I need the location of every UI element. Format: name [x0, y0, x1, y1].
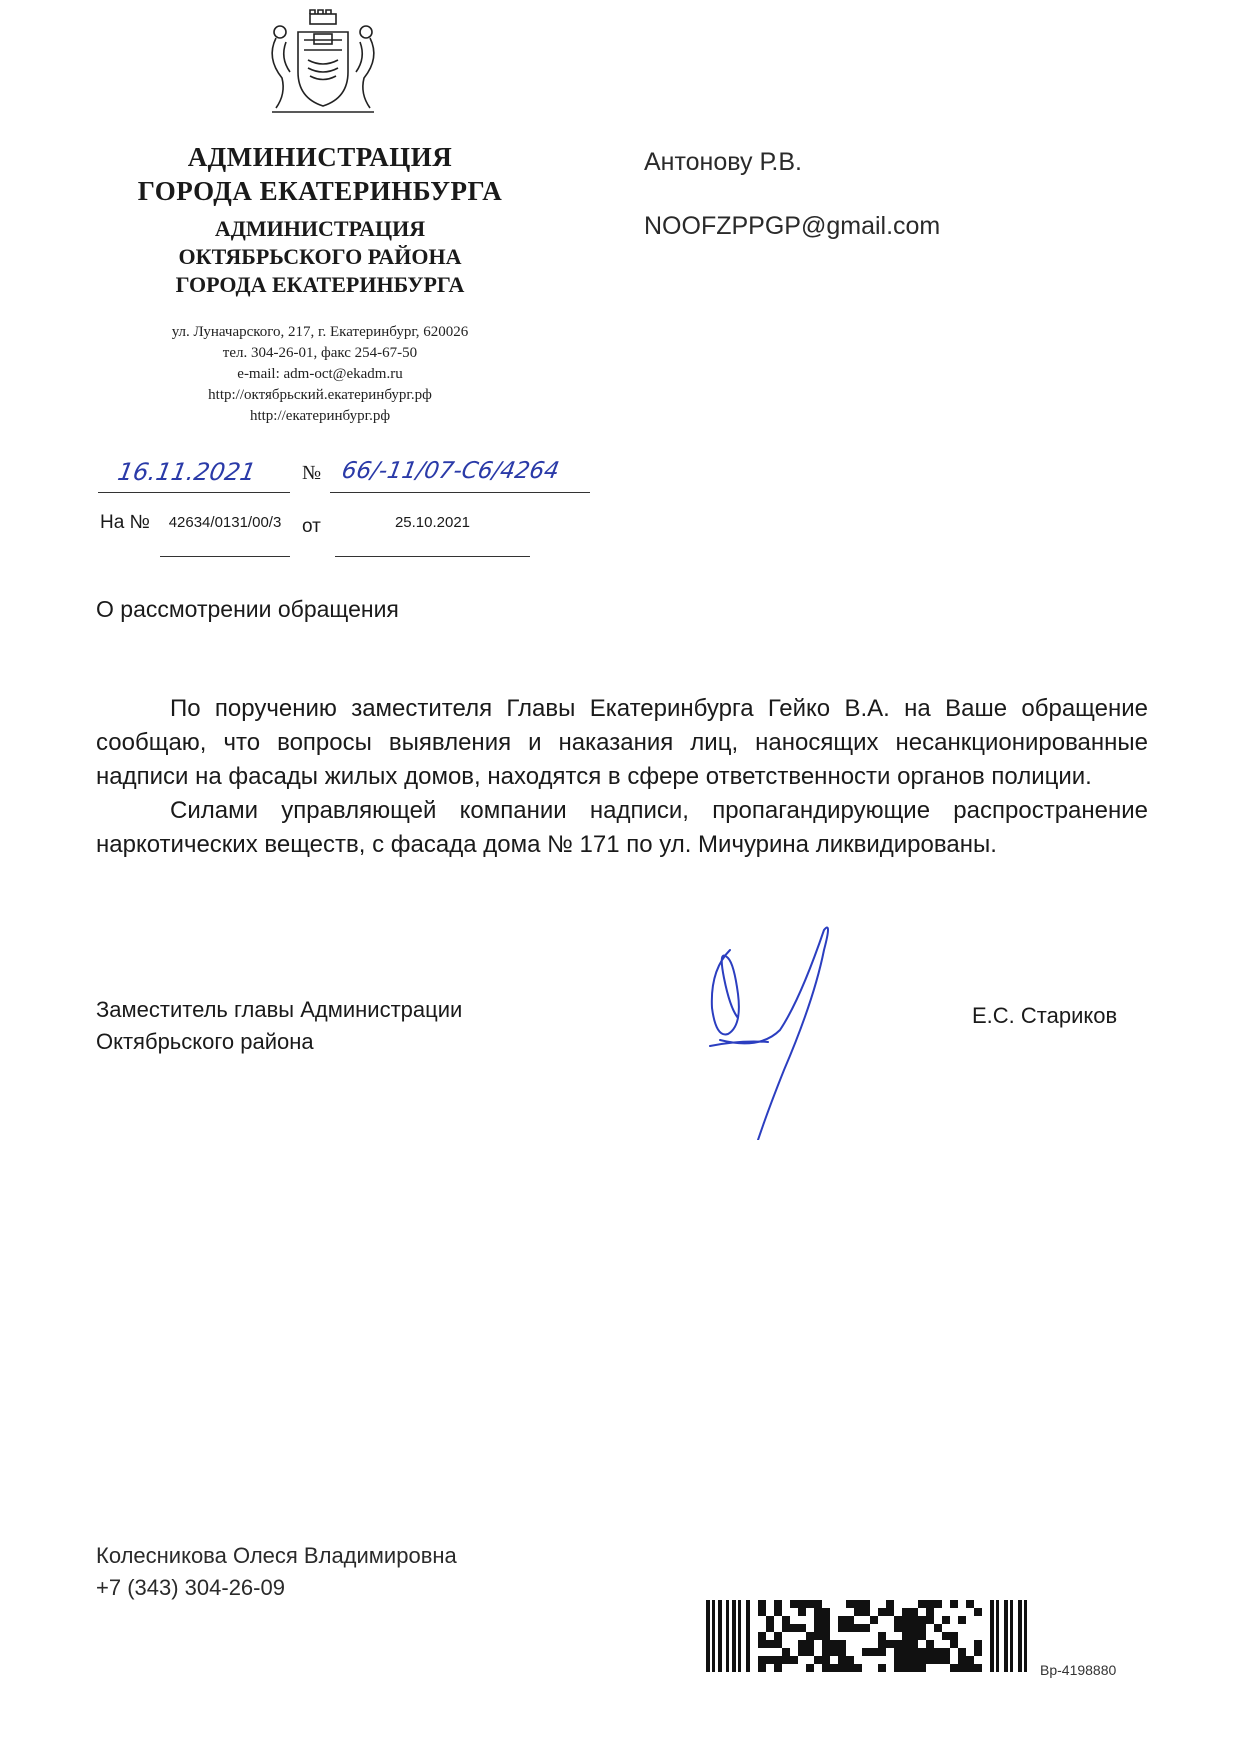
signer-name: Е.С. Стариков [972, 1003, 1118, 1028]
recipient-name: Антонову Р.В. [644, 148, 802, 176]
recipient-email: NOOFZPPGP@gmail.com [644, 212, 941, 240]
executor-phone: +7 (343) 304-26-09 [96, 1575, 285, 1600]
site-line-2: http://екатеринбург.рф [249, 408, 391, 424]
executor-block [96, 1540, 457, 1604]
reference-label: На № [100, 512, 150, 533]
reference-date-label: от [302, 516, 321, 537]
outgoing-date-field [98, 458, 290, 493]
dept-line-2: ОКТЯБРЬСКОГО РАЙОНА [178, 244, 462, 269]
organization-name [100, 140, 540, 208]
org-line-2: ГОРОДА ЕКАТЕРИНБУРГА [137, 176, 503, 206]
outgoing-number-field [330, 458, 590, 493]
body-paragraph-2: Силами управляющей компании надписи, пропагандирующие распространение наркотических веществ, с фасада дома № 171 по ул. Мичурина ликвидированы. [96, 797, 1148, 858]
reference-number: 42634/0131/00/3 [160, 512, 290, 557]
address-line: ул. Луначарского, 217, г. Екатеринбург, 620026 [171, 324, 469, 340]
coat-of-arms-icon [258, 8, 388, 118]
body-paragraph-1: По поручению заместителя Главы Екатеринбурга Гейко В.А. на Ваше обращение сообщаю, что вопросы выявления и наказания лиц, наносящих несанкционированные надписи на фасады жилых домов, находятся в сфере ответственности органов полиции. [96, 695, 1148, 790]
handwritten-signature [690, 920, 890, 1140]
outgoing-number: 66/-11/07-С6/4264 [339, 458, 562, 484]
dept-line-3: ГОРОДА ЕКАТЕРИНБУРГА [175, 272, 465, 297]
barcode-id: Вр-4198880 [1040, 1662, 1117, 1678]
department-name [100, 215, 540, 299]
document-barcode [706, 1600, 1030, 1672]
dept-line-1: АДМИНИСТРАЦИЯ [214, 216, 426, 241]
signer-position [96, 994, 462, 1058]
outgoing-date: 16.11.2021 [115, 458, 258, 486]
site-line-1: http://октябрьский.екатеринбург.рф [208, 387, 432, 403]
org-line-1: АДМИНИСТРАЦИЯ [187, 142, 453, 172]
executor-name: Колесникова Олеся Владимировна [96, 1543, 457, 1568]
letter-body [96, 692, 1148, 862]
email-line: e-mail: adm-oct@ekadm.ru [237, 366, 403, 382]
phone-line: тел. 304-26-01, факс 254-67-50 [222, 345, 418, 361]
reference-date: 25.10.2021 [335, 512, 530, 557]
contact-block [100, 322, 540, 427]
number-label: № [302, 462, 322, 484]
letter-subject: О рассмотрении обращения [96, 596, 399, 622]
signer-position-line-2: Октябрьского района [96, 1029, 314, 1054]
signer-position-line-1: Заместитель главы Администрации [96, 997, 463, 1022]
